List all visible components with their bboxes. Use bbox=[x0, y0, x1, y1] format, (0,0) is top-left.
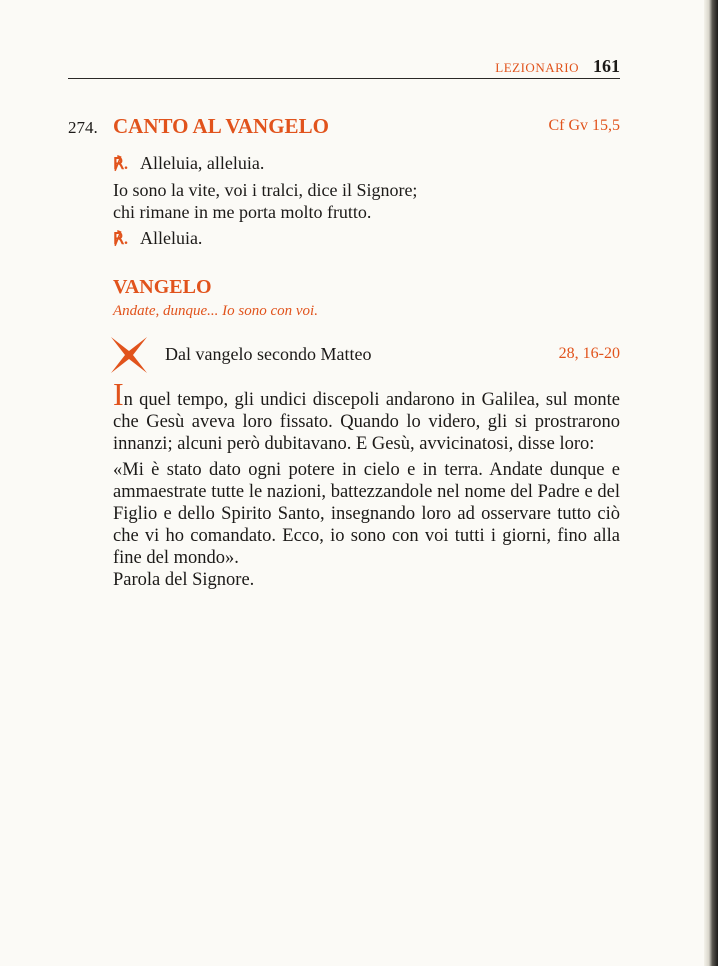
page-number: 161 bbox=[593, 56, 620, 76]
response-symbol: ℟. bbox=[113, 156, 128, 173]
gospel-title: VANGELO bbox=[113, 276, 212, 298]
section-number: 274. bbox=[68, 118, 98, 137]
gospel-announcement: Dal vangelo secondo Matteo bbox=[165, 344, 372, 364]
page-header bbox=[68, 56, 620, 79]
acclamation-verse bbox=[113, 179, 613, 223]
gospel-reference: 28, 16-20 bbox=[558, 345, 620, 362]
section-title: CANTO AL VANGELO bbox=[113, 114, 329, 138]
running-title: LEZIONARIO bbox=[495, 60, 579, 75]
verse-line: chi rimane in me porta molto frutto. bbox=[113, 202, 372, 222]
response-line-2 bbox=[113, 227, 202, 251]
response-text: Alleluia, alleluia. bbox=[139, 153, 265, 173]
response-symbol: ℟. bbox=[113, 231, 128, 248]
section-reference: Cf Gv 15,5 bbox=[548, 117, 620, 134]
drop-cap: I bbox=[113, 376, 124, 412]
gospel-paragraph-1 bbox=[113, 376, 620, 455]
closing-acclamation: Parola del Signore. bbox=[113, 570, 255, 590]
paragraph-text: n quel tempo, gli undici discepoli andarono in Galilea, sul monte che Gesù aveva loro fissato. Quando lo videro, gli si prostrarono innanzi; alcuni però dubitavano. E Gesù, avvicinatosi, disse loro: bbox=[113, 390, 620, 454]
maltese-cross-icon bbox=[110, 336, 148, 374]
gospel-paragraph-2: «Mi è stato dato ogni potere in cielo e in terra. Andate dunque e ammaestrate tutte le nazioni, battezzandole nel nome del Padre e del Figlio e dello Spirito Santo, insegnando loro ad osservare tutto ciò che vi ho comandato. Ecco, io sono con voi tutti i giorni, fino alla fine del mondo». bbox=[113, 460, 620, 568]
response-line-1 bbox=[113, 152, 264, 176]
response-text: Alleluia. bbox=[139, 228, 203, 248]
verse-line: Io sono la vite, voi i tralci, dice il Signore; bbox=[113, 180, 418, 200]
gospel-subtitle: Andate, dunque... Io sono con voi. bbox=[113, 303, 318, 319]
book-spine-shadow bbox=[704, 0, 718, 966]
